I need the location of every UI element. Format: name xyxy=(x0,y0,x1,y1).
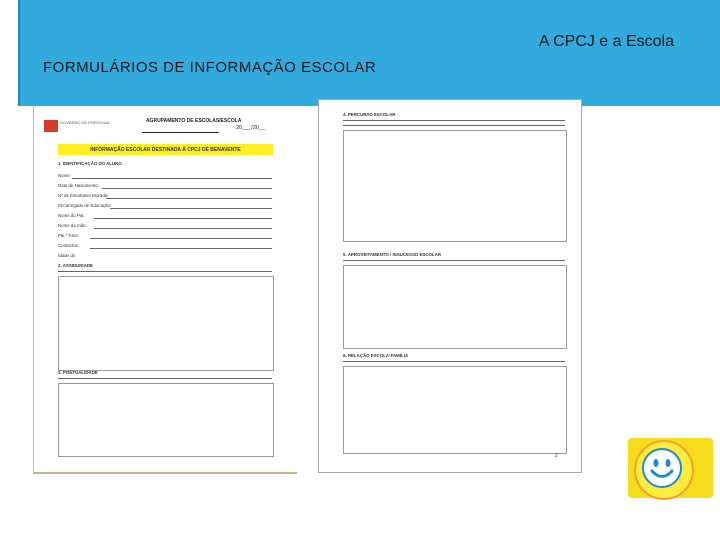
field-label: Nome: xyxy=(58,173,71,178)
section-line xyxy=(58,271,272,272)
school-path-box xyxy=(343,130,567,242)
field-line xyxy=(94,228,272,229)
section-line xyxy=(58,378,272,379)
field-label: Encarregado de Educação: xyxy=(58,203,112,208)
field-label: Pai / Tutor: xyxy=(58,233,80,238)
agrupamento-field xyxy=(142,125,219,133)
title-band-edge xyxy=(18,0,20,106)
section-line xyxy=(343,125,565,126)
field-line xyxy=(90,248,272,249)
government-logo-text: GOVERNO DE PORTUGAL xyxy=(60,120,111,125)
section-assiduity: 2. ASSIDUIDADE xyxy=(58,263,93,268)
field-label: Idade do xyxy=(58,253,76,258)
smiley-features-icon xyxy=(644,450,680,486)
form-title-banner xyxy=(58,144,273,155)
smiley-face-icon xyxy=(642,448,682,488)
school-year-label: 20___/20__ xyxy=(236,125,266,131)
section-identification: 1. IDENTIFICAÇÃO DO ALUNO xyxy=(58,161,122,166)
form-page-1 xyxy=(33,106,297,474)
field-label: Nome da mãe: xyxy=(58,223,87,228)
field-label: Data de Nascimento: xyxy=(58,183,99,188)
field-line xyxy=(72,178,272,179)
section-line xyxy=(343,120,565,121)
section-line xyxy=(343,260,565,261)
slide-title: A CPCJ e a Escola xyxy=(538,33,674,50)
agrupamento-label: AGRUPAMENTO DE ESCOLAS/ESCOLA xyxy=(146,118,242,124)
section-school-path: 4. PERCURSO ESCOLAR xyxy=(343,112,396,117)
section-punctuality: 3. PONTUALIDADE xyxy=(58,370,98,375)
government-logo-icon xyxy=(44,120,58,132)
title-band xyxy=(18,0,720,106)
field-line xyxy=(94,218,272,219)
assiduity-box xyxy=(58,276,274,371)
field-label: Nome do Pai: xyxy=(58,213,85,218)
achievement-box xyxy=(343,265,567,349)
punctuality-box xyxy=(58,383,274,457)
page-number: 2 xyxy=(555,453,558,459)
form-page-2 xyxy=(318,99,582,473)
field-label: Nº de Estudante/ Morada: xyxy=(58,193,109,198)
slide-subtitle: FORMULÁRIOS DE INFORMAÇÃO ESCOLAR xyxy=(43,59,377,76)
section-achievement: 5. APROVEITAMENTO / INSUCESSO ESCOLAR xyxy=(343,252,441,257)
field-line xyxy=(106,198,272,199)
cpcj-logo xyxy=(628,438,713,498)
field-line xyxy=(90,238,272,239)
form-title: INFORMAÇÃO ESCOLAR DESTINADA À CPCJ DE BENAVENTE xyxy=(90,147,241,153)
field-line xyxy=(102,188,272,189)
section-line xyxy=(343,361,565,362)
school-family-box xyxy=(343,366,567,454)
field-label: Contactos: xyxy=(58,243,79,248)
field-line xyxy=(110,208,272,209)
section-school-family: 6. RELAÇÃO ESCOLA-FAMÍLIA xyxy=(343,353,409,358)
